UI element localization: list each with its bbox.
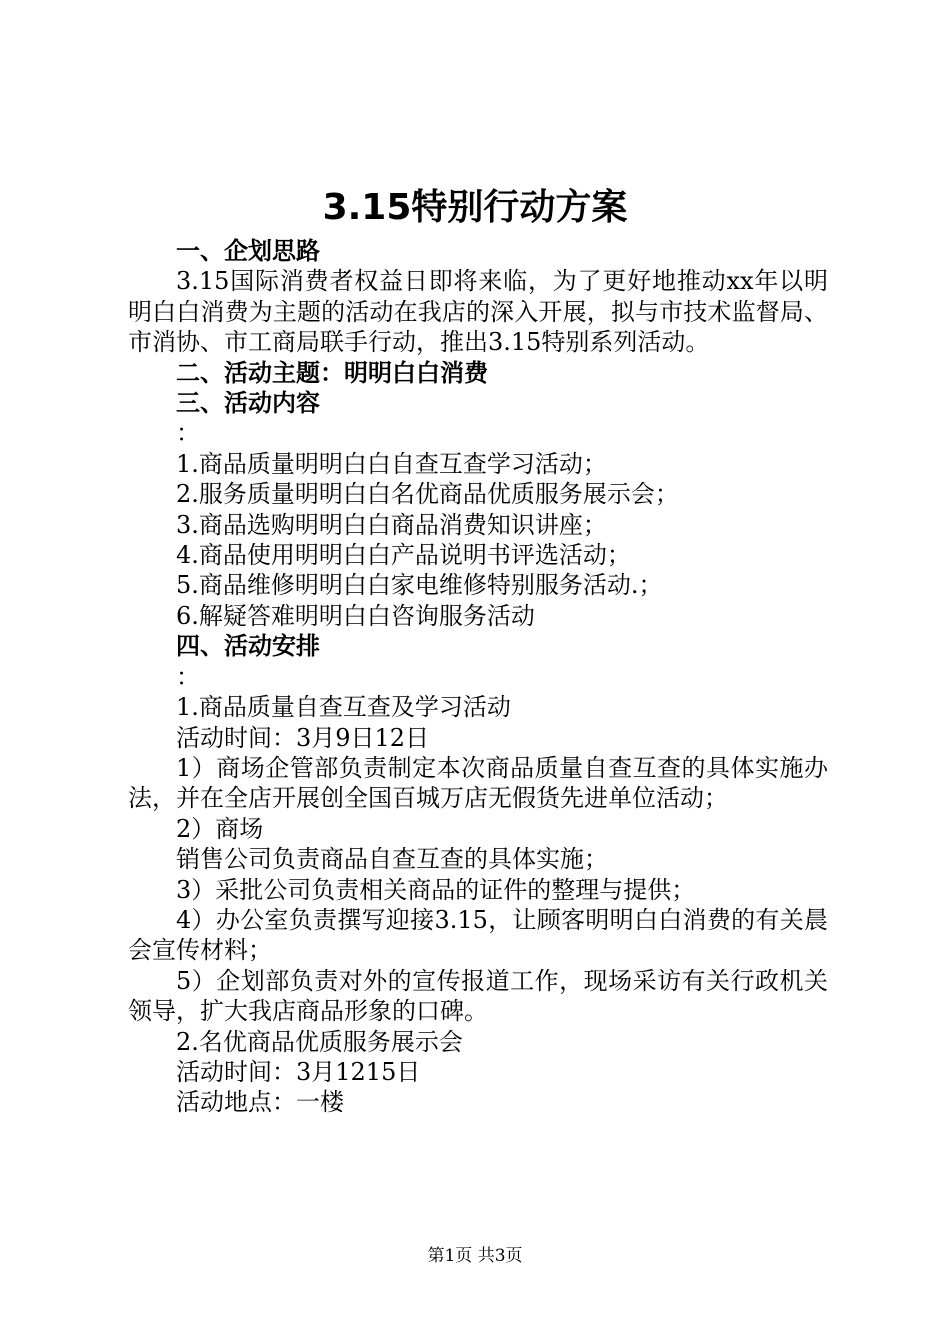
paragraph: 销售公司负责商品自查互查的具体实施； xyxy=(176,845,608,874)
paragraph: 1.商品质量自查互查及学习活动 xyxy=(176,693,511,722)
paragraph: 4）办公室负责撰写迎接3.15，让顾客明明白白消费的有关晨会宣传材料； xyxy=(128,905,828,965)
paragraph: 3.商品选购明明白白商品消费知识讲座； xyxy=(176,510,607,539)
paragraph: 2）商场 xyxy=(176,814,264,843)
paragraph: 活动时间：3月9日12日 xyxy=(176,723,430,752)
paragraph: ： xyxy=(176,419,200,448)
paragraph: 3.15国际消费者权益日即将来临，为了更好地推动xx年以明明白白消费为主题的活动在我店的深入开展，拟与市技术监督局、市消协、市工商局联手行动，推出3.15特别系列活动。 xyxy=(128,267,828,357)
paragraph: 3）采批公司负责相关商品的证件的整理与提供； xyxy=(176,875,696,904)
paragraph: 6.解疑答难明明白白咨询服务活动 xyxy=(176,601,535,630)
paragraph: 5）企划部负责对外的宣传报道工作，现场采访有关行政机关领导，扩大我店商品形象的口碑。 xyxy=(128,966,828,1026)
paragraph: 活动时间：3月1215日 xyxy=(176,1057,421,1086)
section-heading: 三、活动内容 xyxy=(176,389,320,418)
paragraph: 1）商场企管部负责制定本次商品质量自查互查的具体实施办法，并在全店开展创全国百城万店无假货先进单位活动； xyxy=(128,753,828,813)
document-body xyxy=(128,236,828,1118)
section-heading: 四、活动安排 xyxy=(176,632,320,661)
paragraph: 2.服务质量明明白白名优商品优质服务展示会； xyxy=(176,480,679,509)
paragraph: 2.名优商品优质服务展示会 xyxy=(176,1027,463,1056)
document-title: 3.15特别行动方案 xyxy=(322,187,628,228)
section-heading: 二、活动主题：明明白白消费 xyxy=(176,358,488,387)
paragraph: 5.商品维修明明白白家电维修特别服务活动.； xyxy=(176,571,663,600)
section-heading: 一、企划思路 xyxy=(176,237,320,265)
paragraph: 1.商品质量明明白白自查互查学习活动； xyxy=(176,449,607,478)
page-footer: 第1页 共3页 xyxy=(427,1246,523,1266)
paragraph: ： xyxy=(176,662,200,691)
paragraph: 活动地点：一楼 xyxy=(176,1088,344,1117)
paragraph: 4.商品使用明明白白产品说明书评选活动； xyxy=(176,541,631,570)
